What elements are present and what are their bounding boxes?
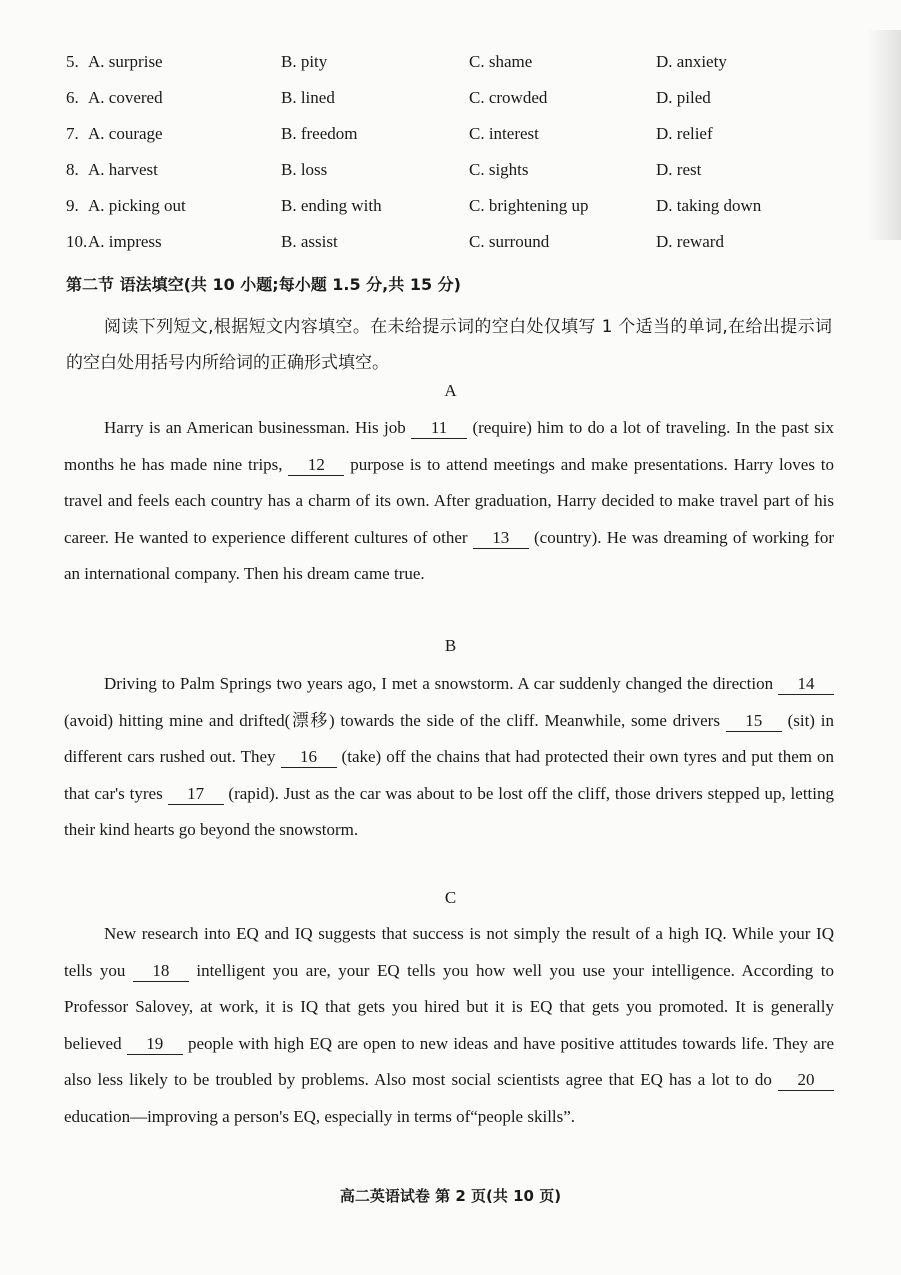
option-d: D. relief — [656, 124, 713, 143]
blank-17: 17 — [168, 784, 224, 805]
option-b: B. ending with — [281, 196, 382, 215]
multiple-choice-options — [66, 44, 846, 260]
question-number: 9. — [66, 196, 79, 215]
blank-16: 16 — [281, 747, 337, 768]
blank-13: 13 — [473, 528, 529, 549]
question-number: 7. — [66, 124, 79, 143]
passage-text: intelligent you are, your EQ tells you how well you use your intelligence. According to Professor Salovey, at work, it is IQ that gets you hired but it is EQ that gets you promoted. It is generally believed — [64, 960, 834, 1053]
option-c: C. brightening up — [469, 196, 589, 215]
question-number: 5. — [66, 52, 79, 71]
passage-text: Driving to Palm Springs two years ago, I met a snowstorm. A car suddenly changed the direction — [104, 674, 778, 693]
passage-a — [64, 410, 834, 593]
option-d: D. reward — [656, 232, 724, 251]
blank-18: 18 — [133, 961, 189, 982]
choice-row — [66, 116, 846, 152]
option-c: C. surround — [469, 232, 550, 251]
option-a: A. courage — [88, 124, 163, 143]
passage-text: (country). He was dreaming of working for an international company. Then his dream came true. — [64, 527, 834, 583]
choice-row — [66, 188, 846, 224]
blank-11: 11 — [411, 418, 467, 439]
choice-row — [66, 152, 846, 188]
section-heading: 第二节 语法填空(共 10 小题;每小题 1.5 分,共 15 分) — [66, 275, 461, 294]
page-footer: 高二英语试卷 第 2 页(共 10 页) — [339, 1187, 562, 1205]
passage-text: education—improving a person's EQ, especially in terms of“people skills”. — [64, 1106, 576, 1126]
option-c: C. crowded — [469, 88, 548, 107]
choice-row — [66, 224, 846, 260]
passage-c-title: C — [444, 888, 457, 907]
question-number: 8. — [66, 160, 79, 179]
passage-text: New research into EQ and IQ suggests that success is not simply the result of a high IQ. While your IQ tells you — [64, 924, 834, 980]
passage-b — [64, 666, 834, 849]
passage-text: people with high EQ are open to new ideas and have positive attitudes towards life. They are also less likely to be troubled by problems. Also most social scientists agree that EQ has a lot to do — [64, 1033, 834, 1089]
passage-text: (take) off the chains that had protected their own tyres and put them on that car's tyres — [64, 747, 835, 803]
option-a: A. surprise — [88, 52, 163, 71]
passage-a-title: A — [444, 381, 457, 400]
scan-edge-shadow — [867, 30, 901, 240]
passage-text: (require) him to do a lot of traveling. In the past six months he has made nine trips, — [64, 418, 834, 474]
question-number: 6. — [66, 88, 79, 107]
option-b: B. loss — [281, 160, 328, 179]
option-b: B. assist — [281, 232, 338, 251]
choice-row — [66, 80, 846, 116]
option-b: B. lined — [281, 88, 335, 107]
section-instructions: 阅读下列短文,根据短文内容填空。在未给提示词的空白处仅填写 1 个适当的单词,在给出提示词的空白处用括号内所给词的正确形式填空。 — [66, 317, 832, 373]
option-a: A. picking out — [88, 196, 186, 215]
blank-19: 19 — [127, 1034, 183, 1055]
option-d: D. taking down — [656, 196, 762, 215]
passage-c — [64, 916, 834, 1135]
option-c: C. sights — [469, 160, 529, 179]
option-a: A. covered — [88, 88, 163, 107]
choice-row — [66, 44, 846, 80]
option-b: B. freedom — [281, 124, 358, 143]
blank-20: 20 — [778, 1070, 834, 1091]
option-c: C. interest — [469, 124, 539, 143]
option-d: D. rest — [656, 160, 702, 179]
option-a: A. impress — [88, 232, 162, 251]
blank-15: 15 — [726, 711, 782, 732]
passage-text: (avoid) hitting mine and drifted(漂移) towards the side of the cliff. Meanwhile, some drivers — [64, 710, 726, 730]
option-d: D. anxiety — [656, 52, 727, 71]
question-number: 10. — [66, 232, 88, 251]
blank-14: 14 — [778, 674, 834, 695]
option-b: B. pity — [281, 52, 328, 71]
option-d: D. piled — [656, 88, 711, 107]
passage-text: Harry is an American businessman. His job — [104, 418, 412, 437]
passage-text: purpose is to attend meetings and make presentations. Harry loves to travel and feels each country has a charm of its own. After graduation, Harry decided to make travel part of his career. He wanted to experience different cultures of other — [64, 454, 835, 547]
passage-b-title: B — [444, 636, 457, 655]
passage-text: (rapid). Just as the car was about to be lost off the cliff, those drivers stepped up, letting their kind hearts go beyond the snowstorm. — [64, 783, 834, 839]
option-c: C. shame — [469, 52, 533, 71]
passage-text: (sit) in different cars rushed out. They — [64, 710, 835, 766]
option-a: A. harvest — [88, 160, 158, 179]
blank-12: 12 — [288, 455, 344, 476]
